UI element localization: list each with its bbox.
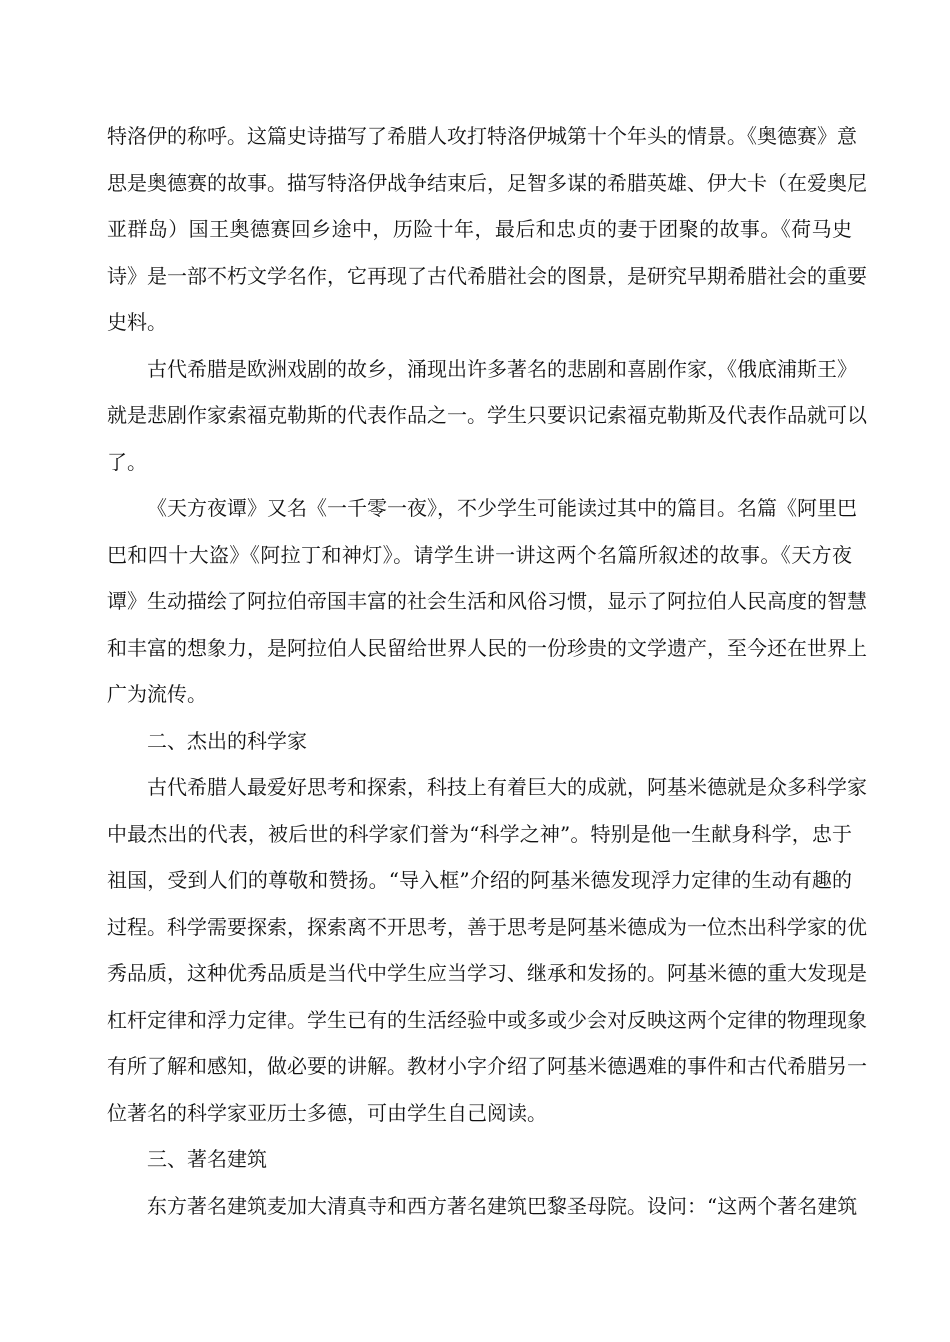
text-line: 谭》生动描绘了阿拉伯帝国丰富的社会生活和风俗习惯，显示了阿拉伯人民高度的智慧 <box>107 589 867 613</box>
document-body <box>107 113 867 1229</box>
text-line: 思是奥德赛的故事。描写特洛伊战争结束后，足智多谋的希腊英雄、伊大卡（在爱奥尼 <box>107 170 867 195</box>
text-line: 和丰富的想象力，是阿拉伯人民留给世界人民的一份珍贵的文学遗产，至今还在世界上 <box>107 635 867 660</box>
text-line: 中最杰出的代表，被后世的科学家们誉为“科学之神”。特别是他一生献身科学，忠于 <box>107 821 852 846</box>
text-line: 巴和四十大盗》《阿拉丁和神灯》。请学生讲一讲这两个名篇所叙述的故事。《天方夜 <box>107 542 852 567</box>
text-line: 二、杰出的科学家 <box>147 728 307 753</box>
text-line: 古代希腊是欧洲戏剧的故乡，涌现出许多著名的悲剧和喜剧作家，《俄底浦斯王》 <box>147 356 857 381</box>
text-line: 特洛伊的称呼。这篇史诗描写了希腊人攻打特洛伊城第十个年头的情景。《奥德赛》意 <box>107 124 857 148</box>
text-line: 诗》是一部不朽文学名作，它再现了古代希腊社会的图景，是研究早期希腊社会的重要 <box>107 263 867 288</box>
text-line: 史料。 <box>107 310 167 334</box>
text-line: 《天方夜谭》又名《一千零一夜》，不少学生可能读过其中的篇目。名篇《阿里巴 <box>147 496 857 520</box>
text-line: 了。 <box>107 449 147 474</box>
text-line: 亚群岛）国王奥德赛回乡途中，历险十年，最后和忠贞的妻于团聚的故事。《荷马史 <box>107 217 852 241</box>
text-line: 东方著名建筑麦加大清真寺和西方著名建筑巴黎圣母院。设问：“这两个著名建筑 <box>147 1193 858 1218</box>
text-line: 有所了解和感知，做必要的讲解。教材小字介绍了阿基米德遇难的事件和古代希腊另一 <box>107 1054 867 1078</box>
text-line: 位著名的科学家亚历士多德，可由学生自己阅读。 <box>107 1100 547 1125</box>
text-line: 秀品质，这种优秀品质是当代中学生应当学习、继承和发扬的。阿基米德的重大发现是 <box>107 961 867 985</box>
text-line: 过程。科学需要探索，探索离不开思考，善于思考是阿基米德成为一位杰出科学家的优 <box>107 914 867 939</box>
text-line: 三、著名建筑 <box>147 1147 267 1171</box>
text-line: 杠杆定律和浮力定律。学生已有的生活经验中或多或少会对反映这两个定律的物理现象 <box>107 1007 867 1032</box>
text-line: 古代希腊人最爱好思考和探索，科技上有着巨大的成就，阿基米德就是众多科学家 <box>147 775 867 799</box>
text-line: 广为流传。 <box>107 682 207 706</box>
text-line: 祖国，受到人们的尊敬和赞扬。“导入框”介绍的阿基米德发现浮力定律的生动有趣的 <box>107 868 852 892</box>
text-line: 就是悲剧作家索福克勒斯的代表作品之一。学生只要识记索福克勒斯及代表作品就可以 <box>107 403 867 427</box>
